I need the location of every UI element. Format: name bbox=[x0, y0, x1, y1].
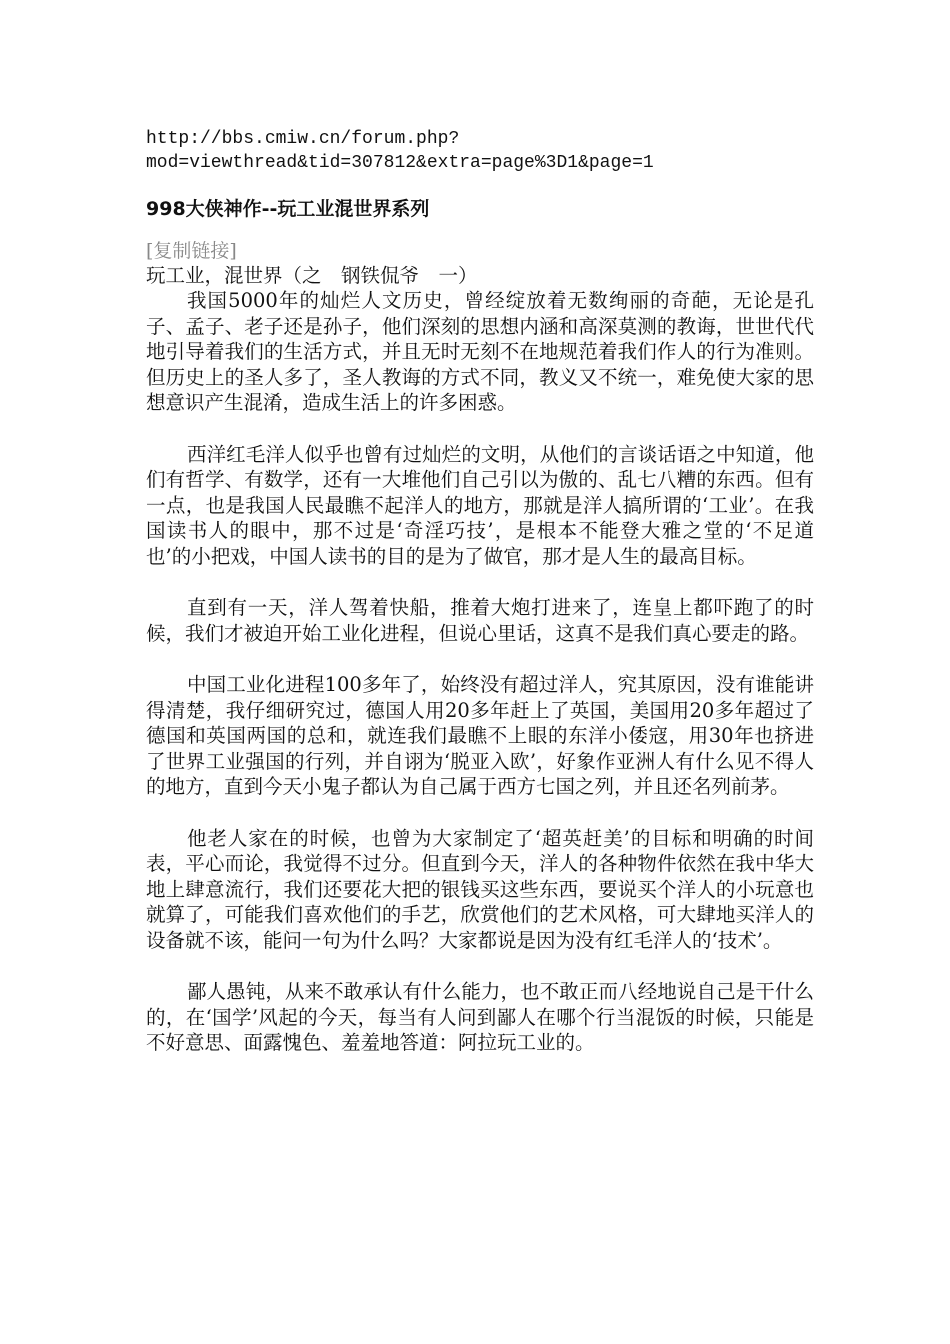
paragraph-6: 鄙人愚钝，从来不敢承认有什么能力，也不敢正而八经地说自己是干什么的，在‘国学’风起的今天，每当有人问到鄙人在哪个行当混饭的时候，只能是不好意思、面露愧色、羞羞地答道：阿拉玩工业的。 bbox=[146, 980, 814, 1054]
source-url-line-2[interactable]: mod=viewthread&tid=307812&extra=page%3D1&page=1 bbox=[146, 153, 654, 173]
paragraph-3: 直到有一天，洋人驾着快船，推着大炮打进来了，连皇上都吓跑了的时候，我们才被迫开始工业化进程，但说心里话，这真不是我们真心要走的路。 bbox=[146, 596, 814, 645]
paragraph-1: 我国5000年的灿烂人文历史，曾经绽放着无数绚丽的奇葩，无论是孔子、孟子、老子还是孙子，他们深刻的思想内涵和高深莫测的教诲，世世代代地引导着我们的生活方式，并且无时无刻不在地规范着我们作人的行为准则。但历史上的圣人多了，圣人教诲的方式不同，教义又不统一，难免使大家的思想意识产生混淆，造成生活上的许多困惑。 bbox=[146, 289, 814, 414]
thread-title: 998大侠神作--玩工业混世界系列 bbox=[146, 198, 430, 220]
article-subtitle: 玩工业，混世界（之 钢铁侃爷 一） bbox=[146, 264, 478, 287]
paragraph-2: 西洋红毛洋人似乎也曾有过灿烂的文明，从他们的言谈话语之中知道，他们有哲学、有数学，还有一大堆他们自己引以为傲的、乱七八糟的东西。但有一点，也是我国人民最瞧不起洋人的地方，那就是洋人搞所谓的‘工业’。在我国读书人的眼中，那不过是‘奇淫巧技’，是根本不能登大雅之堂的‘不足道也’的小把戏，中国人读书的目的是为了做官，那才是人生的最高目标。 bbox=[146, 442, 814, 568]
document-page bbox=[146, 127, 814, 1056]
copy-link-button[interactable]: [复制链接] bbox=[146, 240, 237, 262]
source-url-line-1[interactable]: http://bbs.cmiw.cn/forum.php? bbox=[146, 129, 460, 149]
paragraph-5: 他老人家在的时候，也曾为大家制定了‘超英赶美’的目标和明确的时间表，平心而论，我觉得不过分。但直到今天，洋人的各种物件依然在我中华大地上肆意流行，我们还要花大把的银钱买这些东西，要说买个洋人的小玩意也就算了，可能我们喜欢他们的手艺，欣赏他们的艺术风格，可大肆地买洋人的设备就不该，能问一句为什么吗？大家都说是因为没有红毛洋人的‘技术’。 bbox=[146, 826, 814, 952]
source-url[interactable] bbox=[146, 127, 814, 175]
paragraph-4: 中国工业化进程100多年了，始终没有超过洋人，究其原因，没有谁能讲得清楚，我仔细研究过，德国人用20多年赶上了英国，美国用20多年超过了德国和英国两国的总和，就连我们最瞧不上眼的东洋小倭寇，用30年也挤进了世界工业强国的行列，并自诩为‘脱亚入欧’，好象作亚洲人有什么见不得人的地方，直到今天小鬼子都认为自己属于西方七国之列，并且还名列前茅。 bbox=[146, 673, 814, 798]
